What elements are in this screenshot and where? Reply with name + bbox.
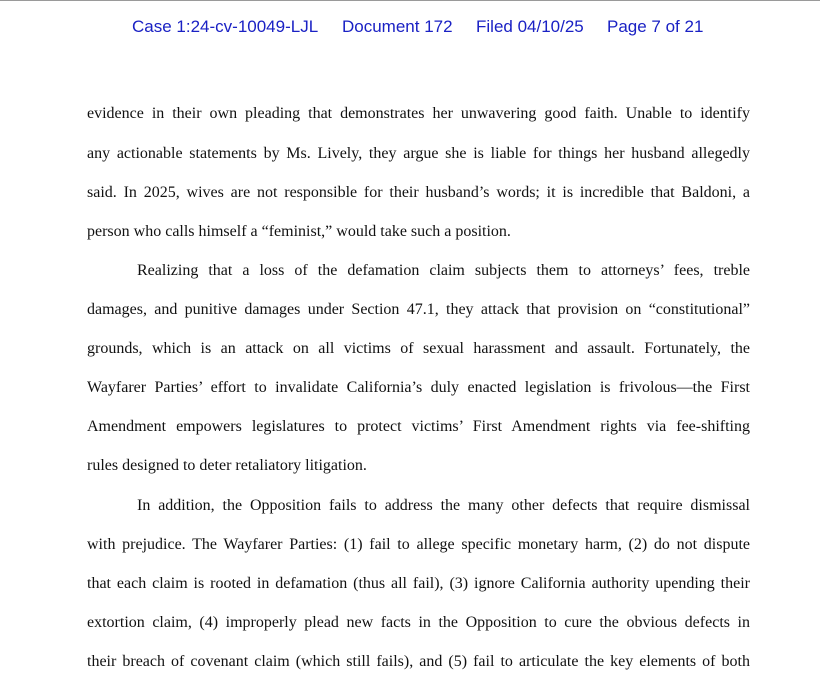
text-line: person who calls himself a “feminist,” would take such a position.	[87, 223, 511, 240]
text-line: that each claim is rooted in defamation (thus all fail), (3) ignore California authority upending their	[87, 575, 750, 592]
text-line: damages, and punitive damages under Section 47.1, they attack that provision on “constitutional”	[87, 301, 750, 318]
page-number: Page 7 of 21	[607, 17, 704, 36]
text-line: any actionable statements by Ms. Lively, they argue she is liable for things her husband allegedly	[87, 145, 750, 162]
case-number: Case 1:24-cv-10049-LJL	[132, 17, 319, 36]
text-line: evidence in their own pleading that demonstrates her unwavering good faith. Unable to identify	[87, 105, 750, 122]
text-line: Amendment empowers legislatures to protect victims’ First Amendment rights via fee-shifting	[87, 418, 750, 435]
text-line: extortion claim, (4) improperly plead new facts in the Opposition to cure the obvious defects in	[87, 614, 750, 631]
text-line: grounds, which is an attack on all victims of sexual harassment and assault. Fortunately, the	[87, 340, 750, 357]
text-line: with prejudice. The Wayfarer Parties: (1) fail to allege specific monetary harm, (2) do not dispute	[87, 536, 750, 553]
text-line: their breach of covenant claim (which still fails), and (5) fail to articulate the key elements of both	[87, 653, 750, 670]
document-number: Document 172	[342, 17, 453, 36]
page-top-border	[0, 0, 820, 1]
text-line: rules designed to deter retaliatory litigation.	[87, 457, 367, 474]
filed-date: Filed 04/10/25	[476, 17, 584, 36]
case-header	[0, 17, 820, 39]
text-line: Realizing that a loss of the defamation claim subjects them to attorneys’ fees, treble	[137, 262, 750, 279]
text-line: said. In 2025, wives are not responsible for their husband’s words; it is incredible that Baldoni, a	[87, 184, 750, 201]
text-line: In addition, the Opposition fails to address the many other defects that require dismissal	[137, 497, 750, 514]
text-line: Wayfarer Parties’ effort to invalidate California’s duly enacted legislation is frivolous—the First	[87, 379, 750, 396]
